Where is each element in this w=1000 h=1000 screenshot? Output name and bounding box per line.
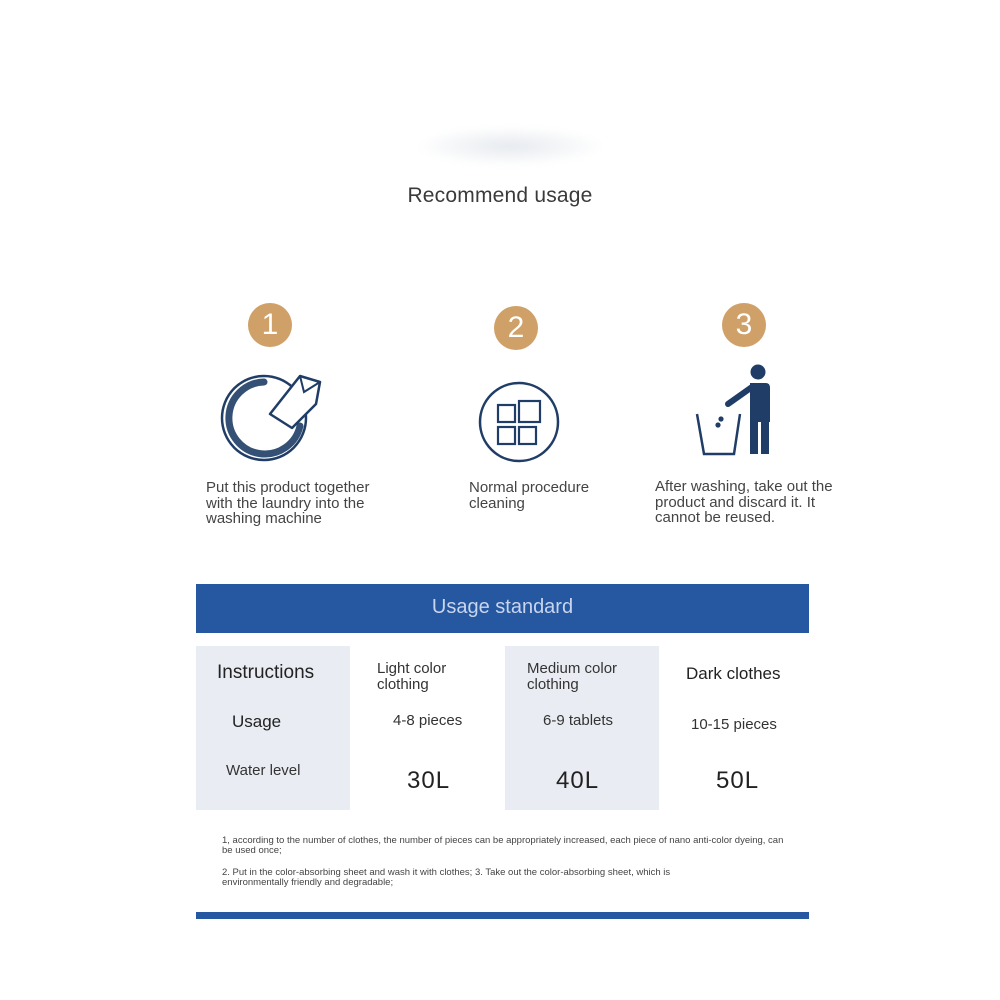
step-number-badge: 1 bbox=[248, 303, 292, 347]
person-discard-icon bbox=[694, 362, 778, 458]
cell-usage-medium: 6-9 tablets bbox=[543, 712, 614, 729]
step-description: Normal procedure cleaning bbox=[469, 479, 590, 512]
cell-water-medium: 40L bbox=[556, 767, 600, 794]
laundry-swirl-icon bbox=[218, 368, 328, 468]
row-label-water-level: Water level bbox=[226, 762, 301, 779]
blurred-header-decoration bbox=[415, 126, 605, 166]
usage-standard-banner: Usage standard bbox=[196, 584, 809, 633]
bottom-accent-bar bbox=[196, 912, 809, 919]
step-number-badge: 3 bbox=[722, 303, 766, 347]
cell-usage-light: 4-8 pieces bbox=[393, 712, 463, 729]
row-label-instructions: Instructions bbox=[217, 662, 315, 683]
step-number-badge: 2 bbox=[494, 306, 538, 350]
cell-water-dark: 50L bbox=[716, 767, 760, 794]
step-description: After washing, take out the product and discard it. It cannot be reused. bbox=[655, 478, 833, 526]
row-label-usage: Usage bbox=[232, 712, 282, 731]
note-1: 1, according to the number of clothes, the number of pieces can be appropriately increased, each piece of nano anti-color dyeing, can be used once; bbox=[222, 835, 784, 856]
cell-water-light: 30L bbox=[407, 767, 451, 794]
washing-grid-icon bbox=[477, 380, 561, 464]
note-2: 2. Put in the color-absorbing sheet and wash it with clothes; 3. Take out the color-absorbing sheet, which is environmentally friendly and degradable; bbox=[222, 867, 671, 888]
step-description: Put this product together with the laundry into the washing machine bbox=[206, 479, 370, 527]
cell-medium-color: Medium color clothing bbox=[527, 660, 618, 693]
cell-light-color: Light color clothing bbox=[377, 660, 447, 693]
cell-usage-dark: 10-15 pieces bbox=[691, 716, 777, 733]
page-title: Recommend usage bbox=[407, 184, 593, 207]
cell-dark-clothes: Dark clothes bbox=[686, 664, 781, 683]
